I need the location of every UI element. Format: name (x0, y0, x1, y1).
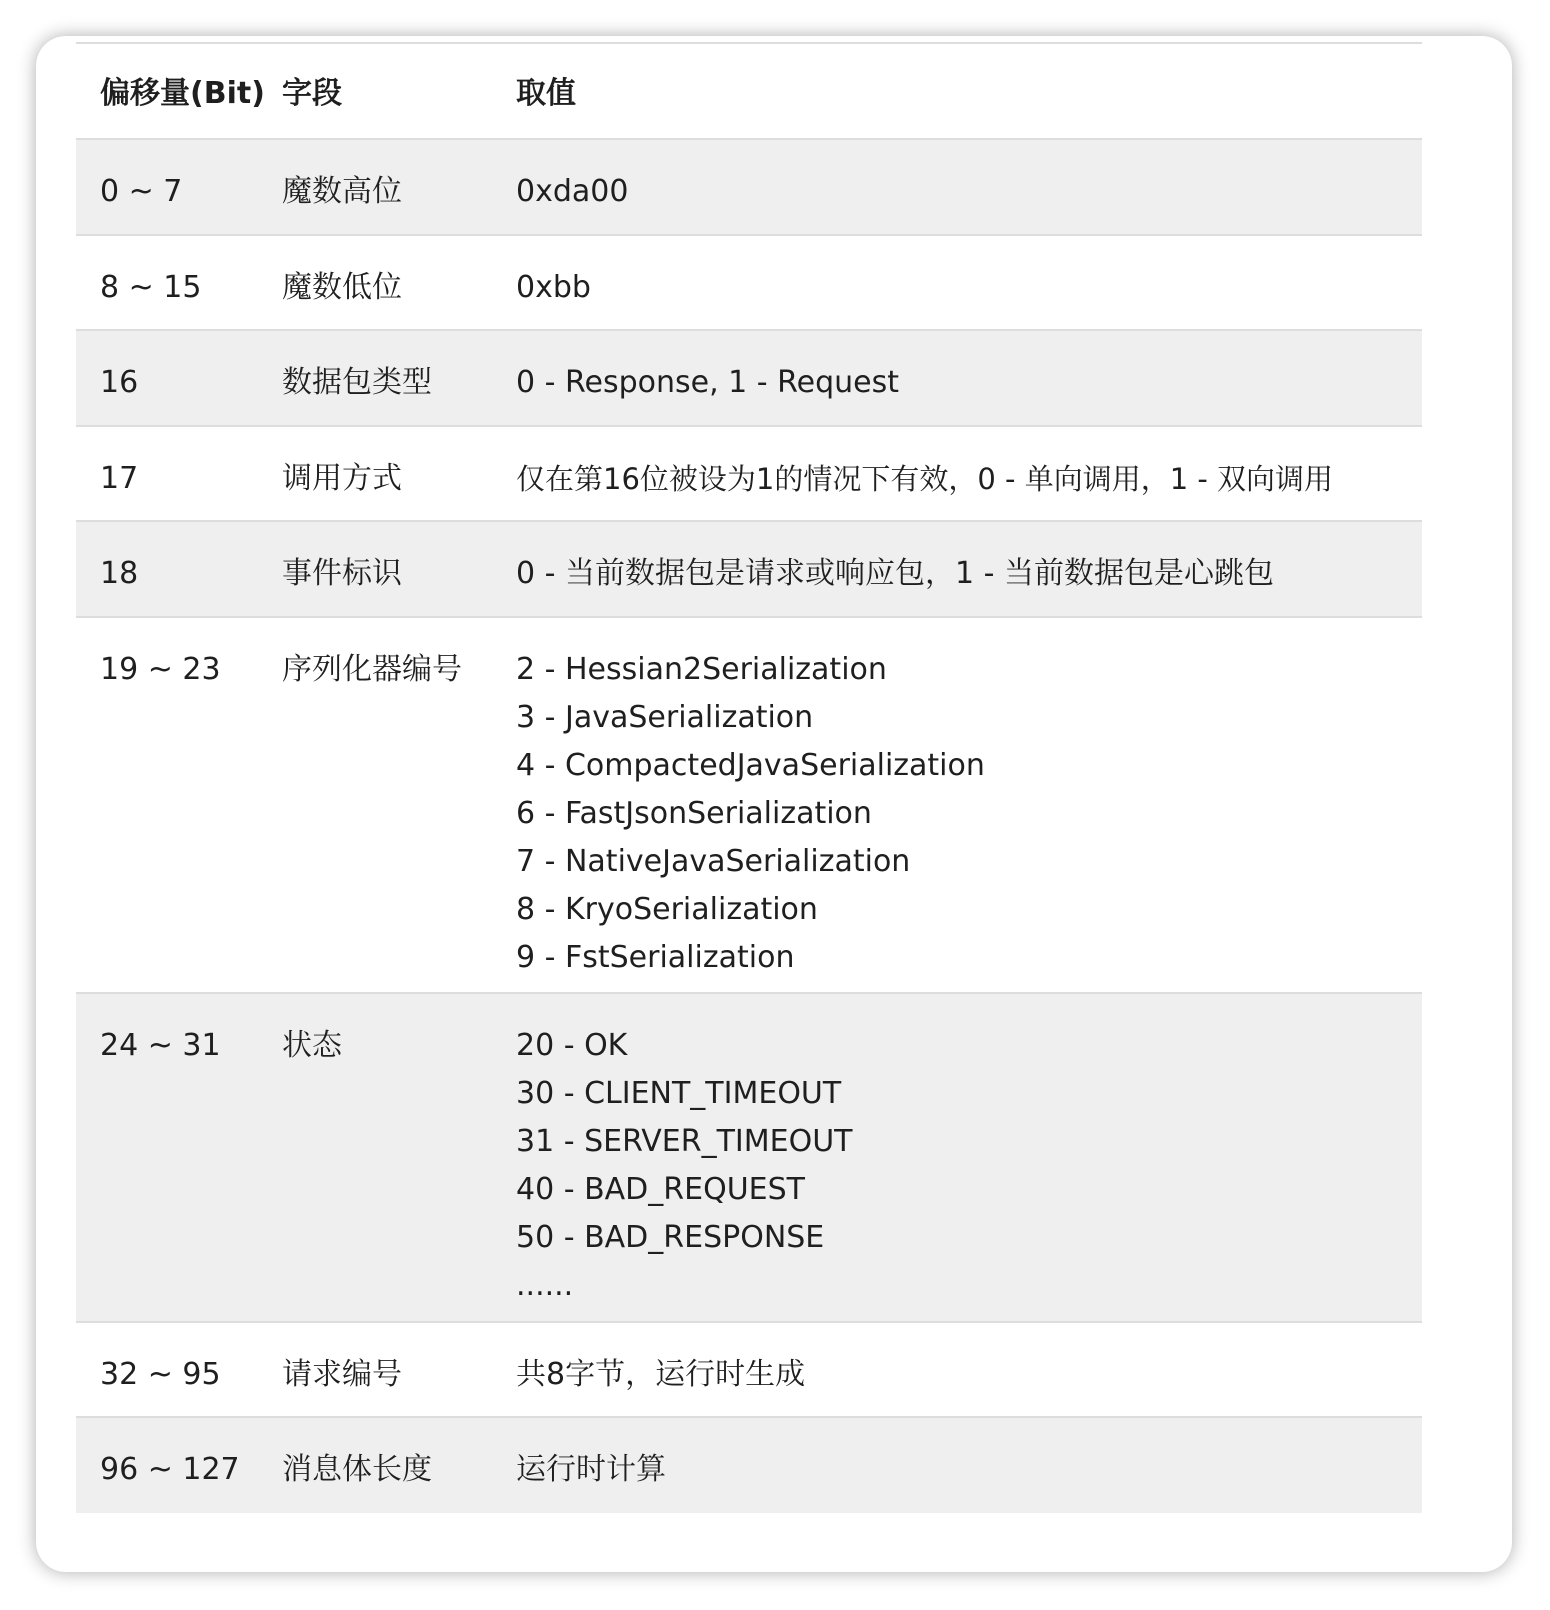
value-line: 30 - CLIENT_TIMEOUT (516, 1076, 842, 1111)
value-cell: 共8字节，运行时生成 (516, 1357, 806, 1392)
offset-cell: 17 (100, 461, 139, 496)
offset-cell: 18 (100, 556, 139, 591)
offset-cell: 32 ~ 95 (100, 1357, 221, 1392)
offset-cell: 96 ~ 127 (100, 1452, 240, 1487)
value-line: 7 - NativeJavaSerialization (516, 844, 911, 879)
field-cell: 调用方式 (282, 461, 402, 496)
header-offset: 偏移量(Bit) (100, 76, 265, 111)
field-cell: 状态 (282, 1028, 342, 1063)
field-cell: 数据包类型 (282, 365, 432, 400)
value-cell (516, 618, 1422, 982)
table-row (76, 140, 1422, 236)
protocol-header-table (76, 42, 1422, 1513)
value-cell (516, 994, 1422, 1310)
value-cell: 0 - Response, 1 - Request (516, 365, 899, 400)
table-row (76, 427, 1422, 522)
value-line: 50 - BAD_RESPONSE (516, 1220, 825, 1255)
offset-cell: 24 ~ 31 (100, 1028, 221, 1063)
table-row (76, 618, 1422, 994)
value-line: 8 - KryoSerialization (516, 892, 818, 927)
offset-cell: 8 ~ 15 (100, 270, 202, 305)
table-card (36, 36, 1512, 1572)
value-line: 9 - FstSerialization (516, 940, 795, 975)
field-cell: 请求编号 (282, 1357, 402, 1392)
table-row (76, 1323, 1422, 1418)
value-line: 6 - FastJsonSerialization (516, 796, 872, 831)
field-cell: 序列化器编号 (282, 652, 462, 687)
field-cell: 魔数高位 (282, 174, 402, 209)
header-field: 字段 (282, 76, 342, 111)
table-header-row (76, 44, 1422, 140)
table-row (76, 331, 1422, 427)
table-row (76, 522, 1422, 618)
value-cell: 运行时计算 (516, 1452, 666, 1487)
field-cell: 消息体长度 (282, 1452, 432, 1487)
value-line: 2 - Hessian2Serialization (516, 652, 887, 687)
offset-cell: 19 ~ 23 (100, 652, 221, 687)
table-row (76, 994, 1422, 1323)
value-cell: 0 - 当前数据包是请求或响应包，1 - 当前数据包是心跳包 (516, 556, 1274, 591)
value-cell: 0xbb (516, 270, 591, 305)
table-row (76, 1418, 1422, 1513)
value-cell: 0xda00 (516, 174, 629, 209)
field-cell: 事件标识 (282, 556, 402, 591)
offset-cell: 0 ~ 7 (100, 174, 183, 209)
value-cell: 仅在第16位被设为1的情况下有效，0 - 单向调用，1 - 双向调用 (516, 462, 1334, 496)
table-row (76, 236, 1422, 331)
field-cell: 魔数低位 (282, 270, 402, 305)
value-line: 20 - OK (516, 1028, 628, 1063)
offset-cell: 16 (100, 365, 139, 400)
value-line: 3 - JavaSerialization (516, 700, 814, 735)
value-line: 4 - CompactedJavaSerialization (516, 748, 985, 783)
value-line: 31 - SERVER_TIMEOUT (516, 1124, 853, 1159)
value-line: ...... (516, 1268, 574, 1303)
value-line: 40 - BAD_REQUEST (516, 1172, 805, 1207)
header-value: 取值 (516, 76, 576, 111)
